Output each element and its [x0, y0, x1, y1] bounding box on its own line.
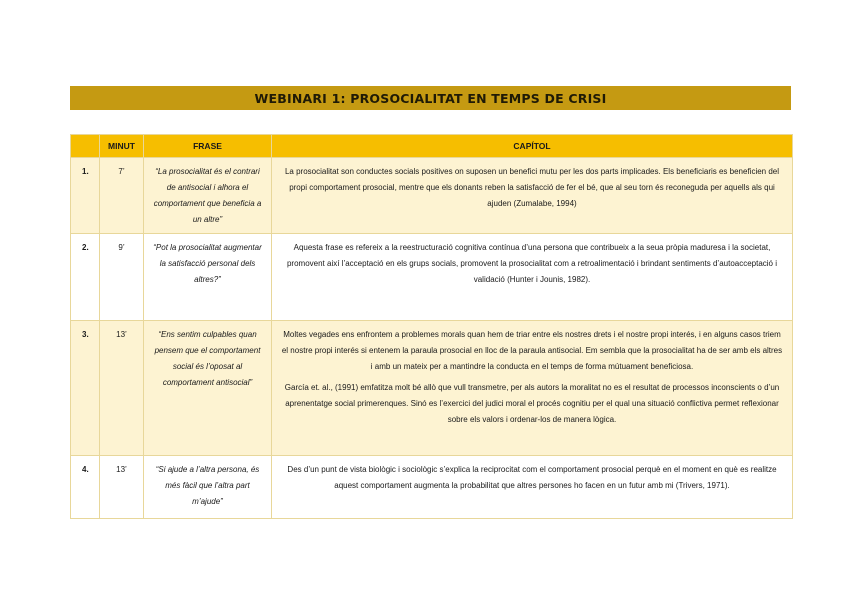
capitol-paragraph: Aquesta frase es refereix a la reestructuració cognitiva contínua d’una persona que contribueix a la seua pròpia maduresa i la societat, promovent així l’acceptació en els grups socials, promovent la prosocialitat com a retroalimentació i brindant sentiments d’autoacceptació i validació (Hunter i Jounis, 1982).: [286, 243, 778, 284]
row-capitol: [272, 234, 793, 321]
row-capitol: [272, 321, 793, 456]
phrases-table: [70, 134, 793, 519]
row-number: 4.: [71, 456, 100, 519]
document-title: WEBINARI 1: PROSOCIALITAT EN TEMPS DE CRISI: [254, 90, 607, 106]
row-frase: “Pot la prosocialitat augmentar la satisfacció personal dels altres?”: [144, 234, 272, 321]
row-minut: 9’: [100, 234, 144, 321]
capitol-paragraph: La prosocialitat son conductes socials positives on suposen un benefici mutu per les dos parts implicades. Els beneficiaris es beneficien del propi comportament prosocial, mentre que els donants reben la satisfacció de fer el bé, que al seu torn és reconeguda per aquells als qui ajuden (Zumalabe, 1994): [284, 167, 780, 208]
row-capitol: [272, 158, 793, 234]
table-row: [71, 321, 793, 456]
table-row: [71, 234, 793, 321]
capitol-paragraph: García et. al., (1991) emfatitza molt bé allò que vull transmetre, per als autors la moralitat no es el resultat de processos inconscients o d’un aprenentatge social primerenques. Sinó es l’exercici del judici moral el procés cognitiu per el qual una situació conflictiva permet reflexionar sobre els valors i ordenar-los de manera lògica.: [284, 383, 780, 424]
row-frase: “Ens sentim culpables quan pensem que el comportament social és l’oposat al comportament antisocial”: [144, 321, 272, 456]
row-number: 2.: [71, 234, 100, 321]
row-frase: “La prosocialitat és el contrari de antisocial i alhora el comportament que beneficia a un altre”: [144, 158, 272, 234]
row-number: 1.: [71, 158, 100, 234]
row-capitol: [272, 456, 793, 519]
document-title-bar: [70, 86, 791, 110]
header-number: [71, 135, 100, 158]
table-row: [71, 456, 793, 519]
table-header-row: [71, 135, 793, 158]
row-minut: 13’: [100, 321, 144, 456]
capitol-paragraph: Moltes vegades ens enfrontem a problemes morals quan hem de triar entre els nostres drets i el nostre propi interés, i en alguns casos triem el nostre propi interés si entenem la paraula prosocial en lloc de la paraula antisocial. Em sembla que la prosocialitat ha de ser amb els altres i amb un mateix per a mantindre la conducta en el temps de forma mútuament beneficiosa.: [281, 330, 783, 371]
header-frase: FRASE: [144, 135, 272, 158]
row-minut: 7’: [100, 158, 144, 234]
capitol-paragraph: Des d’un punt de vista biològic i sociològic s’explica la reciprocitat com el comportament prosocial perquè en el moment en què es realitze aquest comportament augmenta la probabilitat que altres persones ho facen en un futur amb mi (Trivers, 1971).: [287, 465, 777, 490]
row-minut: 13’: [100, 456, 144, 519]
table-row: [71, 158, 793, 234]
row-frase: “Si ajude a l’altra persona, és més fàcil que l’altra part m’ajude”: [144, 456, 272, 519]
row-number: 3.: [71, 321, 100, 456]
header-minut: MINUT: [100, 135, 144, 158]
header-capitol: CAPÍTOL: [272, 135, 793, 158]
